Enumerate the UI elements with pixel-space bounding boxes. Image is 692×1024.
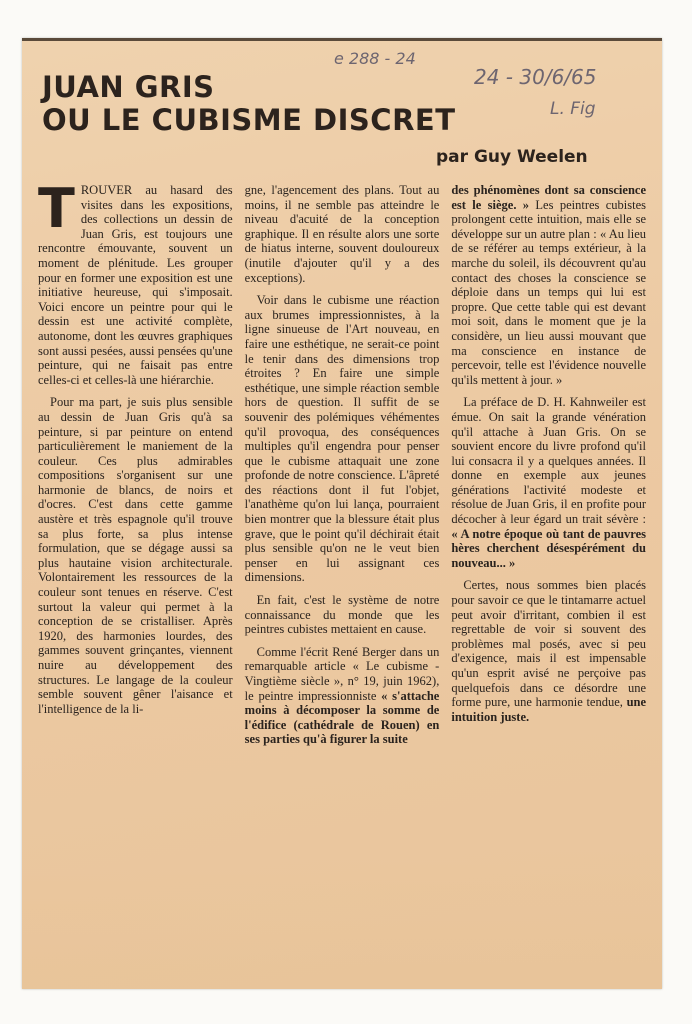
- paragraph: gne, l'agencement des plans. Tout au moins, il ne semble pas atteindre le niveau d'acuité de la conception graphique. Il en résulte alors une sorte de hiatus interne, souvent douloureux (inutile d'ajouter qu'il y a des exceptions).: [244, 183, 440, 285]
- handwritten-archive-code: e 288 - 24: [334, 49, 416, 68]
- drop-cap: T: [38, 177, 75, 240]
- article-column-2: [245, 183, 440, 755]
- paragraph: En fait, c'est le système de notre connaissance du monde que les peintres cubistes mettaient en cause.: [244, 593, 440, 637]
- quote-text: « s'attache moins à décomposer la somme de l'édifice (cathédrale de Rouen) en ses parties qu'à figurer la suite: [244, 688, 440, 747]
- paragraph: Pour ma part, je suis plus sensible au dessin de Juan Gris qu'à sa peinture, si par peinture on entend particulièrement le maniement de la couleur. Ces plus admirables compositions s'organisent sur une harmonie de blancs, de noirs et d'ocres. C'est dans cette gamme austère et très espagnole qu'il trouve sa plus forte, sa plus intense formulation, que se dégage aussi sa plus hautaine vision architecturale. Volontairement les ressources de la couleur sont tenues en réserve. C'est surtout la valeur qui permet à la conception de se cristalliser. Après 1920, des harmonies lourdes, des gammes souvent grinçantes, viennent nuire au développement des structures. Le langage de la couleur semble souvent gêner l'aisance et l'intelligence de la li-: [38, 395, 233, 716]
- newspaper-clipping: [22, 38, 662, 989]
- handwritten-date: 24 - 30/6/65: [474, 65, 597, 89]
- quote-text: « A notre époque où tant de pauvres hères cherchent désespérément du nouveau... »: [451, 526, 647, 570]
- article-column-3: [451, 183, 646, 755]
- article-body: [38, 177, 647, 755]
- paragraph-text: ROUVER au hasard des visites dans les expositions, des collections un dessin de Juan Gris, est toujours une rencontre émouvante, souvent un moment de plénitude. Les grouper pour en former une exposition est une initiative heureuse, qui s'imposait. Voici encore un peintre pour qui le dessin est une activité complète, autonome, dont les œuvres graphiques sont aussi pesées, aussi pensées qu'une peinture, qui ne faisait pas entre celles-ci et celles-là une hiérarchie.: [38, 183, 233, 387]
- article-headline: [42, 71, 456, 137]
- handwritten-source: L. Fig: [550, 99, 596, 119]
- article-byline: par Guy Weelen: [436, 147, 588, 167]
- quote-text: des phénomènes dont sa conscience est le siège. »: [451, 183, 647, 212]
- paragraph-text: Les peintres cubistes prolongent cette intuition, mais elle se développe sur un autre plan : « Au lieu de se référer au temps extérieur, à la marche du soleil, ils découvrent qu'au contact des choses la conscience se déploie dans un temps qui lui est propre. Que cette table qui est devant moi soit, dans le moment que je la considère, un lieu aussi mouvant que ma conscience en instance de percevoir, telle est l'évidence nouvelle qu'ils mettent à jour. »: [451, 197, 647, 387]
- paragraph: [451, 578, 646, 724]
- paragraph: [38, 177, 233, 387]
- paragraph: [451, 183, 646, 387]
- paragraph: [245, 645, 440, 747]
- paragraph-text: La préface de D. H. Kahnweiler est émue. On sait la grande vénération qu'il attache à Juan Gris. On se souvient encore du livre profond qu'il lui consacra il y a quelques années. Il donne en exemple aux jeunes générations l'activité modeste et résolue de Juan Gris, il en profite pour décocher à leur égard un trait sévère :: [451, 395, 647, 527]
- paragraph: Voir dans le cubisme une réaction aux brumes impressionnistes, à la ligne sinueuse de l'Art nouveau, en faire une esthétique, ne serait-ce point le tenir dans des dimensions trop étroites ? En faire une simple esthétique, une simple réaction semble hors de question. Il suffit de se souvenir des polémiques véhémentes qu'il provoqua, des conséquences multiples qu'il engendra pour penser que le cubisme attaquait une zone profonde de notre conscience. L'âpreté des réactions dont il fut l'objet, l'anathème qu'on lui lança, pourraient bien montrer que la blessure était plus grave, que le point qu'il déchirait était plus sensible qu'on ne le veut bien penser en lui assignant ces dimensions.: [244, 293, 440, 585]
- paragraph-text: Certes, nous sommes bien placés pour savoir ce que le tintamarre actuel peut avoir d'irritant, combien il est regrettable de voir si souvent des problèmes mal posés, avec si peu d'exigence, mais il est impensable qu'un esprit avisé ne perçoive pas quelquefois dans ce désordre une forme pure, une harmonie tendue,: [451, 578, 647, 710]
- article-column-1: [38, 177, 233, 755]
- paragraph: [451, 395, 646, 570]
- paragraph-text: Comme l'écrit René Berger dans un remarquable article « Le cubisme - Vingtième siècle », n° 19, juin 1962), le peintre impressionniste: [244, 644, 440, 703]
- headline-line-2: OU LE CUBISME DISCRET: [42, 103, 456, 137]
- quote-text: une intuition juste.: [451, 695, 647, 724]
- headline-line-1: JUAN GRIS: [42, 70, 215, 104]
